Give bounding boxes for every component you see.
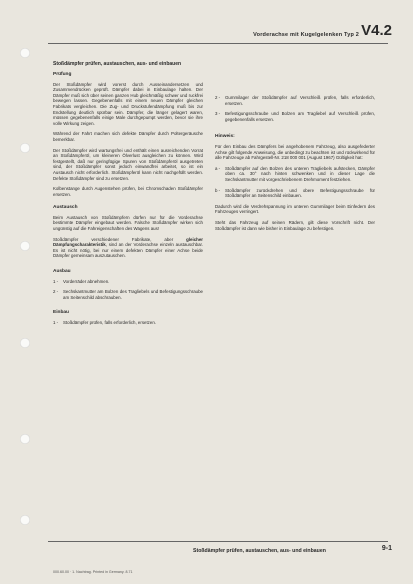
- austausch-heading: Austausch: [53, 205, 78, 211]
- list-item: 1 - Vorderräder abnehmen.: [53, 278, 110, 284]
- list-item: a - Stoßdämpfer auf den Bolzen des unteren Tragliebels aufstecken, Dämpfer oben ca. 30° nach hinten schwenken und in dieser Lage die Sechskantmutter mit vorgeschriebenem Drehmoment festziehen.: [215, 165, 375, 182]
- punch-hole: [20, 434, 30, 444]
- austausch-p2: Stoßdämpfer verschiedener Fabrikate, aber gleicher Dämpfungscharakteristik, sind an der Vorderachse einzeln austauschbar. Es ist nicht nötig, bei nur einem defekten Dämpfer einer Achse beide Dämpfer gemeinsam auszutauschen.: [53, 236, 203, 259]
- list-item: 1 - Stoßdämpfer prüfen, falls erforderlich, ersetzen.: [53, 320, 156, 325]
- punch-hole: [20, 338, 30, 348]
- pruefung-p1: Der Stoßdämpfer wird vorerst durch Ausseinandersetzen und Zusammendrücken geprüft. Dämpfer dabei in Einbaulage halten. Der Dämpfer muß sich über seinen ganzen Hub gleichmäßig schwer und ruckfrei bewegen lassen. Gegebenenfalls mit einem neuen Dämpfer gleichen Fabrikats vergleichen. Die Zug- und Druckstufendämpfung muß bis zur Endstellung deutlich spürbar sein. Dämpfer, die länger gelagert waren, müssen gegebenenfalls einige Male durchgepumpt werden, bevor sie ihre volle Wirkung zeigen.: [53, 81, 203, 126]
- punch-hole: [20, 241, 30, 251]
- print-line: 000.60.00 · 1. Nachtrag. Printed in Germany. 8.71: [53, 570, 133, 574]
- einbau-heading: Einbau: [53, 310, 69, 316]
- list-item: 3 - Befestigungsschraube und Bolzen am Tragliebel auf Verschleiß prüfen, gegebenenfalls ersetzen.: [215, 111, 375, 122]
- header-title: Vorderachse mit Kugelgelenken Typ 2: [253, 32, 359, 38]
- section-title: Stoßdämpfer prüfen, austauschen, aus- und einbauen: [53, 61, 182, 67]
- list-item: b - Stoßdämpfer zurückdrehen und obere Befestigungsschraube für Stoßdämpfer an Seitenschild einbauen.: [215, 187, 375, 199]
- punch-hole: [20, 143, 30, 153]
- pruefung-p4: Kolbenstange durch Augenstehen prüfen, bei Chromschaden Stoßdämpfer ersetzen.: [53, 186, 203, 197]
- list-item: 2 - Sechskantmutter am Bolzen des Tragliebels und Befestigungsschraube am Seitenschild abschrauben.: [53, 289, 203, 300]
- punch-hole: [20, 515, 30, 525]
- punch-hole: [20, 48, 30, 58]
- austausch-p1: Beim Austausch von Stoßdämpfern dürfen nur für die Vorderachse bestimmte Dämpfer eingebaut werden. Falsche Stoßdämpfer wirken sich ungünstig auf die Fahreigenschaften des Wagens aus!: [53, 214, 203, 232]
- list-item: 2 - Gummilager der Stoßdämpfer auf Verschleiß prüfen, falls erforderlich, ersetzen.: [215, 95, 375, 106]
- ausbau-heading: Ausbau: [53, 269, 71, 275]
- left-column: [53, 61, 203, 331]
- emphasis: gleicher Dämpfungscharakteristik: [53, 236, 203, 248]
- footer-rule: [48, 541, 388, 542]
- footer-title: Stoßdämpfer prüfen, austauschen, aus- und einbauen: [193, 548, 326, 554]
- hinweis-heading: Hinweis:: [215, 134, 235, 140]
- header-volume: V4.2: [361, 22, 392, 39]
- pruefung-p3: Der Stoßdämpfer wird wartungsfrei und enthält einen ausreichenden Vorrat an Stoßdämpferöl, um kleineren Ölverlust ausgleichen zu können. Wird festgestellt, daß nur geringfügige Spuren von Stoßdämpferöl ausgetreten sind, der Stoßdämpfer sonst jedoch einwandfrei arbeitet, so ist ein Austausch nicht erforderlich. Stoßdämpferöl kann nicht nachgefüllt werden. Defekte Stoßdämpfer sind zu ersetzen.: [53, 147, 203, 181]
- hinweis-p2: Dadurch wird die Verdrehspannung im unteren Gummilager beim Einfedern des Fahrzeuges verringert.: [215, 203, 375, 215]
- header-rule: [48, 43, 388, 44]
- page-number: 9-1: [381, 545, 392, 552]
- pruefung-p2: Während der Fahrt machen sich defekte Dämpfer durch Poltergeräusche bemerkbar.: [53, 131, 203, 142]
- right-column: [215, 95, 375, 236]
- pruefung-heading: Prüfung: [53, 72, 72, 77]
- hinweis-p1: Für den Einbau des Dämpfers bei angehobenem Fahrzeug, also ausgefederter Achse gilt folgende Anweisung, die unbedingt zu beachten ist und rückwirkend für alle Fahrzeuge ab Fahrgestell-Nr. 218 000 001 (August 1967) Gültigkeit hat:: [215, 143, 375, 161]
- hinweis-p3: Steht das Fahrzeug auf seinen Rädern, gilt diese Vorschrift nicht. Der Stoßdämpfer ist dann wie bisher in Einbaulage zu befestigen.: [215, 219, 375, 231]
